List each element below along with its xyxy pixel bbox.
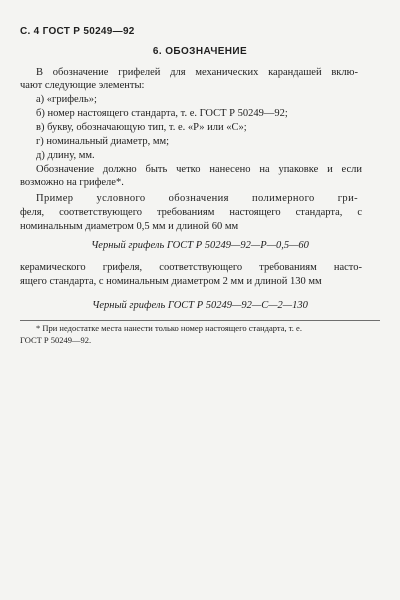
ceramic-line-2: ящего стандарта, с номинальным диаметром 2 мм и длиной 130 мм: [20, 276, 322, 287]
designation-polymer: Черный грифель ГОСТ Р 50249—92—Р—0,5—60: [91, 240, 309, 251]
example-line-1: Пример условного обозначения полимерного гри-: [36, 193, 358, 204]
list-item-a: а) «грифель»;: [36, 94, 97, 105]
example-line-2: феля, соответствующего требованиям настоящего стандарта, с: [20, 207, 362, 218]
footnote-divider: [20, 320, 380, 321]
footnote-line-2: ГОСТ Р 50249—92.: [20, 335, 92, 345]
intro-line-2: чают следующие элементы:: [20, 80, 145, 91]
designation-ceramic: Черный грифель ГОСТ Р 50249—92—С—2—130: [92, 300, 308, 311]
section-title: 6. ОБОЗНАЧЕНИЕ: [152, 46, 248, 57]
note-line-2: возможно на грифеле*.: [20, 177, 124, 188]
ceramic-line-1: керамического грифеля, соответствующего требованиям насто-: [20, 262, 362, 273]
intro-line-1: В обозначение грифелей для механических карандашей вклю-: [36, 67, 358, 78]
list-item-c: в) букву, обозначающую тип, т. е. «Р» или «С»;: [36, 122, 247, 133]
list-item-b: б) номер настоящего стандарта, т. е. ГОСТ Р 50249—92;: [36, 108, 288, 119]
footnote-line-1: * При недостатке места нанести только номер настоящего стандарта, т. е.: [36, 323, 302, 333]
note-line-1: Обозначение должно быть четко нанесено на упаковке и если: [36, 164, 362, 175]
page-header: С. 4 ГОСТ Р 50249—92: [20, 26, 135, 37]
list-item-e: д) длину, мм.: [36, 150, 95, 161]
list-item-d: г) номинальный диаметр, мм;: [36, 136, 170, 147]
example-line-3: номинальным диаметром 0,5 мм и длиной 60 мм: [20, 221, 239, 232]
